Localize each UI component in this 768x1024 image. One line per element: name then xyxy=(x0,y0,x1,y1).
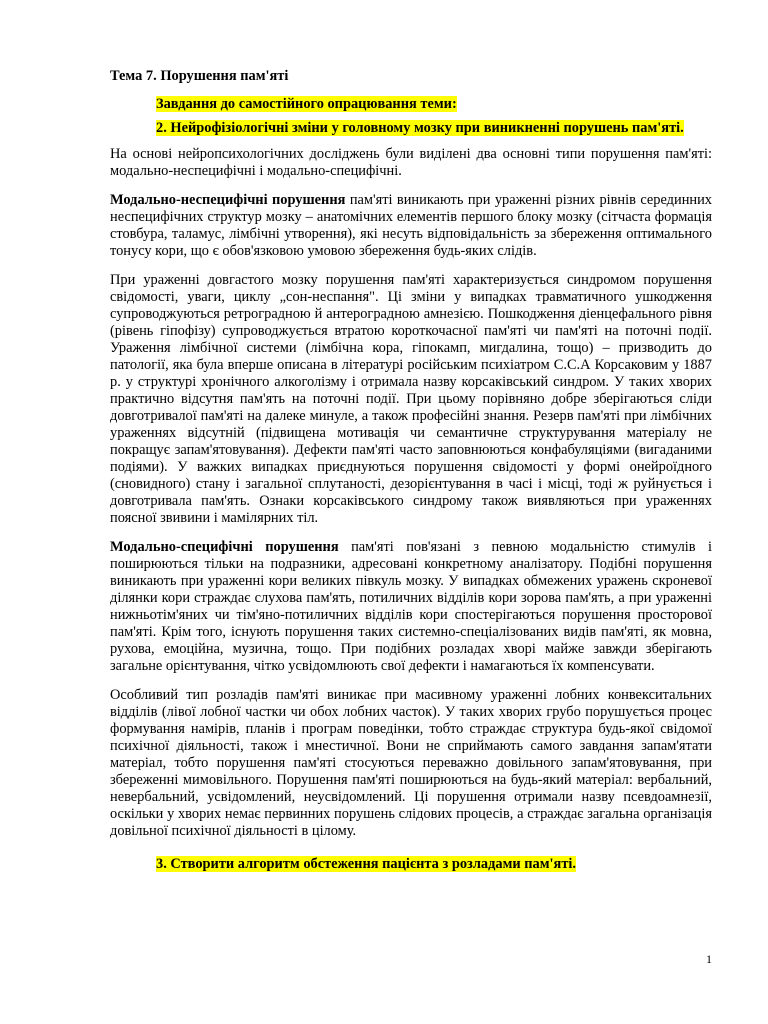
paragraph-2-text: пам'яті виникають при ураженні різних рівнів серединних неспецифічних структур мозку – анатомічних елементів першого блоку мозку (сітчаста формація стовбура, таламус, лімбічні утворення), які несуть відповідальність за збереження оптимального тонусу кори, що є обов'язковою умовою збереження будь-яких слідів. xyxy=(110,192,712,259)
task-heading xyxy=(156,92,712,116)
task-3 xyxy=(110,852,712,876)
task-3-line xyxy=(156,852,712,876)
paragraph-4-text: пам'яті пов'язані з певною модальністю стимулів і поширюються тільки на подразники, адресовані конкретному аналізатору. Подібні порушення виникають при ураженні кори великих півкуль мозку. У випадках обмежених уражень скроневої ділянки кори страждає слухова пам'ять, потиличних відділів кори зорова пам'ять, а при ураженні нижньотім'яних чи тім'яно-потиличних відділів кори спостерігаються порушення просторової пам'яті. Крім того, існують порушення таких системно-спеціалізованих видів пам'яті, як мовна, рухова, емоційна, музична, тощо. При подібних розладах хворі майже завжди зберігають загальне орієнтування, чітко усвідомлюють свої дефекти і намагаються їх компенсувати. xyxy=(110,539,712,674)
paragraph-5-text: Особливий тип розладів пам'яті виникає при масивному ураженні лобних конвекситальних відділів (лівої лобної частки чи обох лобних часток). У таких хворих грубо порушується процес формування намірів, планів і програм поведінки, тобто страждає структура будь-якої свідомої психічної діяльності, також і мнестичної. Вони не сприймають самого завдання запам'ятати матеріал, тобто порушення пам'яті стосуються переважно довільного запам'ятовування, при збереженні мимовільного. Порушення пам'яті поширюються на будь-який матеріал: вербальний, невербальний, усвідомлений, неусвідомлений. Ці порушення отримали назву псевдоамнезії, оскільки у хворих немає первинних порушень слідових процесів, а страждає загальна організація довільної психічної діяльності в цілому. xyxy=(110,687,712,839)
page-number: 1 xyxy=(706,952,712,966)
page-title: Тема 7. Порушення пам'яті xyxy=(110,68,289,84)
paragraph-4 xyxy=(110,539,712,675)
paragraph-1 xyxy=(110,146,712,180)
task-heading-text: Завдання до самостійного опрацювання теми: xyxy=(156,96,457,112)
task-2-text: 2. Нейрофізіологічні зміни у головному мозку при виникненні порушень пам'яті. xyxy=(156,120,684,136)
paragraph-4-lead: Модально-специфічні порушення xyxy=(110,539,339,555)
task-3-text: 3. Створити алгоритм обстеження пацієнта з розладами пам'яті. xyxy=(156,856,577,872)
paragraph-2 xyxy=(110,192,712,260)
task-block xyxy=(110,92,712,140)
paragraph-5 xyxy=(110,687,712,840)
paragraph-3-text: При ураженні довгастого мозку порушення пам'яті характеризується синдромом порушення свідомості, уваги, циклу „сон-неспання". Ці зміни у випадках травматичного ушкодження супроводжуються ретроградною й антероградною амнезією. Пошкодження діенцефального рівня (рівень гіпофізу) супроводжується втратою короткочасної пам'яті чи пам'яті на поточні події. Ураження лімбічної системи (лімбічна кора, гіпокамп, мигдалина, тощо) – призводить до патології, яка була вперше описана в літературі російським психіатром С.С.А Корсаковим у 1887 р. у структурі хронічного алкоголізму і отримала назву корсаківський синдром. У таких хворих практично відсутня пам'ять на поточні події. При цьому порівняно добре зберігаються сліди довготривалої пам'яті на далеке минуле, а також професійні знання. Резерв пам'яті при лімбічних ураженнях відсутній (підвищена мотивація чи семантичне структурування матеріалу не покращує запам'ятовування). Дефекти пам'яті часто заповнюються конфабуляціями (вигаданими подіями). У важких випадках приєднуються порушення свідомості у формі онейроїдного (сновидного) стану і загальної сплутаності, дезорієнтування в часі і місці, тоді ж руйнується і довготривала пам'ять. Ознаки корсаківського синдрому також виявляються при ураженнях поясної звивини і мамілярних тіл. xyxy=(110,272,712,526)
task-2 xyxy=(156,116,712,140)
paragraph-2-lead: Модально-неспецифічні порушення xyxy=(110,192,346,208)
paragraph-3 xyxy=(110,272,712,527)
paragraph-1-text: На основі нейропсихологічних досліджень були виділені два основні типи порушення пам'яті: модально-неспецифічні і модально-специфічні. xyxy=(110,146,712,179)
